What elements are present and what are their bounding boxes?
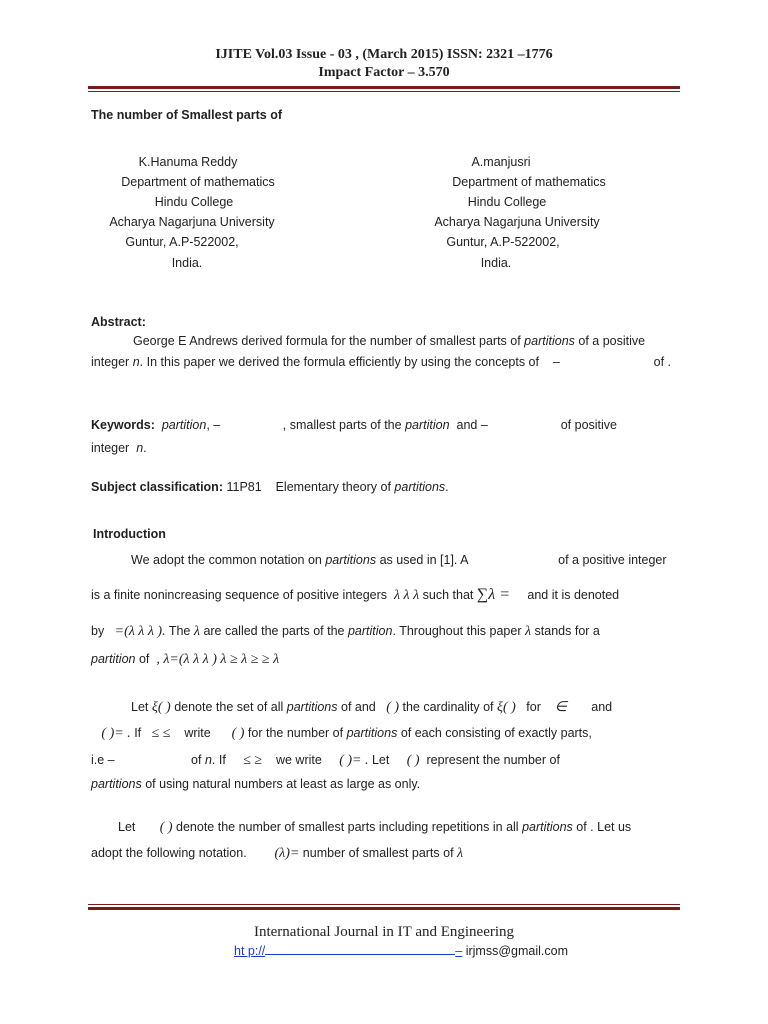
intro-p3-line-2: adopt the following notation. (λ)= number of smallest parts of λ <box>91 846 464 861</box>
intro-p1-line-3: by =(λ λ λ ). The λ are called the parts of the partition. Throughout this paper λ stands for a <box>91 624 600 639</box>
author-2-country: India. <box>480 256 512 270</box>
keywords-line-1: Keywords: partition, – , smallest parts of the partition and – of positive <box>91 418 617 432</box>
author-2-name: A.manjusri <box>471 155 531 169</box>
author-2-university: Acharya Nagarjuna University <box>434 215 600 229</box>
header-rule-thin <box>88 91 680 92</box>
abstract-heading: Abstract: <box>91 315 146 329</box>
email-link[interactable]: irjmss@gmail.com <box>465 944 568 958</box>
abstract-line-1: George E Andrews derived formula for the number of smallest parts of partitions of a positive <box>133 334 646 348</box>
abstract-line-2: integer n. In this paper we derived the formula efficiently by using the concepts of – of . <box>91 355 671 369</box>
introduction-heading: Introduction <box>93 527 166 541</box>
url-dash: – <box>455 944 463 958</box>
author-2-dept: Department of mathematics <box>452 175 606 189</box>
author-1-college: Hindu College <box>154 195 234 209</box>
intro-p2-line-2: ( )= . If ≤ ≤ write ( ) for the number of partitions of each consisting of exactly parts, <box>101 726 592 741</box>
journal-url-link[interactable]: ht p:// <box>234 944 266 958</box>
footer-links <box>234 944 568 958</box>
url-underline <box>265 944 455 955</box>
author-1-university: Acharya Nagarjuna University <box>109 215 275 229</box>
intro-p1-line-1: We adopt the common notation on partitions as used in [1]. A of a positive integer <box>131 553 667 567</box>
intro-p2-line-1: Let ξ( ) denote the set of all partitions of and ( ) the cardinality of ξ( ) for ∈ and <box>131 700 613 715</box>
intro-p1-line-2: is a finite nonincreasing sequence of positive integers λ λ λ such that ∑λ = and it is denoted <box>91 586 620 603</box>
author-2-city: Guntur, A.P-522002, <box>446 235 560 249</box>
intro-p3-line-1: Let ( ) denote the number of smallest parts including repetitions in all partitions of . Let us <box>118 820 632 835</box>
intro-p1-line-4: partition of , λ=(λ λ λ ) λ ≥ λ ≥ ≥ λ <box>91 652 280 667</box>
intro-p2-line-4: partitions of using natural numbers at least as large as only. <box>91 777 421 791</box>
paper-title: The number of Smallest parts of <box>91 108 283 122</box>
footer-journal-name: International Journal in IT and Engineering <box>253 924 515 940</box>
footer-rule-thick <box>88 907 680 910</box>
keywords-line-2: integer n. <box>91 441 147 455</box>
author-2-college: Hindu College <box>467 195 547 209</box>
footer-rule-thin <box>88 904 680 905</box>
intro-p2-line-3: i.e – of n. If ≤ ≥ we write ( )= . Let ( ) represent the number of <box>91 753 560 768</box>
author-1-city: Guntur, A.P-522002, <box>125 235 239 249</box>
subject-classification: Subject classification: 11P81 Elementary theory of partitions. <box>91 480 449 494</box>
journal-header-line2: Impact Factor – 3.570 <box>318 65 450 80</box>
author-1-name: K.Hanuma Reddy <box>138 155 238 169</box>
author-1-country: India. <box>171 256 203 270</box>
header-rule-thick <box>88 86 680 89</box>
author-1-dept: Department of mathematics <box>121 175 275 189</box>
journal-header-line1: IJITE Vol.03 Issue - 03 , (March 2015) ISSN: 2321 –1776 <box>215 47 553 62</box>
